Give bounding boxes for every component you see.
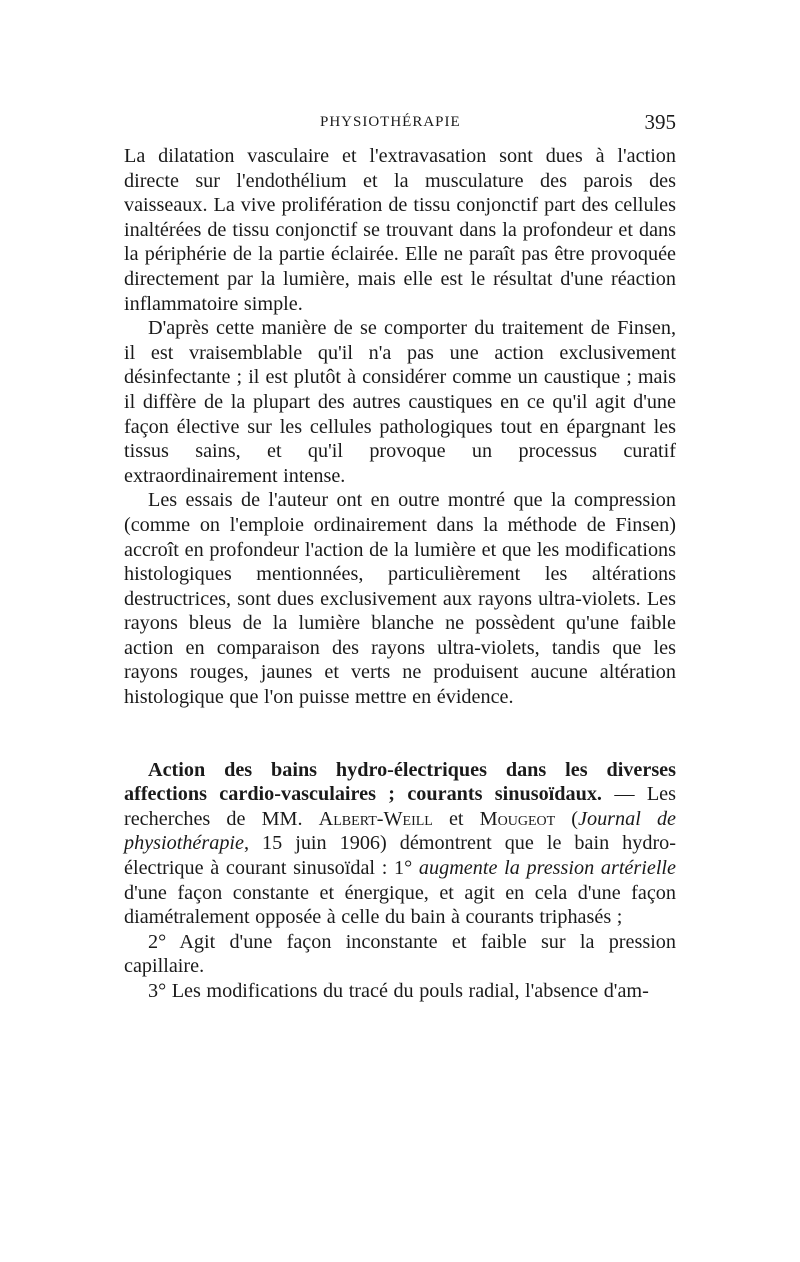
- page-number: 395: [644, 110, 676, 134]
- paragraph-3: Les essais de l'auteur ont en outre montré que la compression (comme on l'emploie ordinairement dans la méthode de Finsen) accroît en profondeur l'action de la lumière et que les modifications histologiques mentionnées, particulièrement les altérations destructrices, sont dues exclusivement aux rayons ultra-violets. Les rayons bleus de la lumière blanche ne possèdent qu'une faible action en comparaison des rayons ultra-violets, tandis que les rayons rouges, jaunes et verts ne produisent aucune altération histologique que l'on puisse mettre en évidence.: [124, 489, 676, 709]
- paragraph-4: [124, 758, 676, 930]
- author-name: Mougeot: [479, 807, 556, 830]
- text-run: — Les recherches de MM.: [124, 783, 676, 830]
- journal-title: Journal de physiothérapie: [124, 807, 677, 855]
- paragraph-2: D'après cette manière de se comporter du traitement de Finsen, il est vraisemblable qu'il n'a pas une action exclusivement désinfectante ; il est plutôt à considérer comme un caustique ; mais il diffère de la plupart des autres caustiques en ce qu'il agit d'une façon élective sur les cellules pathologiques tout en épargnant les tissus sains, et qu'il provoque un processus curatif extraordinairement intense.: [124, 317, 676, 487]
- text-run: et: [432, 807, 480, 830]
- paragraph-1: La dilatation vasculaire et l'extravasation sont dues à l'action directe sur l'endothélium et la musculature des parois des vaisseaux. La vive prolifération de tissu conjonctif part des cellules inaltérées de tissu conjonctif se trouvant dans la profondeur et dans la périphérie de la partie éclairée. Elle ne paraît pas être provoquée directement par la lumière, mais elle est le résultat d'une réaction inflammatoire simple.: [124, 145, 676, 315]
- running-title: PHYSIOTHÉRAPIE: [320, 114, 461, 130]
- emphasis: augmente la pression artérielle: [418, 857, 676, 880]
- text-run: (: [555, 807, 579, 830]
- text-run: , 15 juin 1906) démontrent que le bain hydro-électrique à courant sinusoïdal : 1°: [124, 832, 676, 880]
- paragraph-6: 3° Les modifications du tracé du pouls radial, l'absence d'am-: [148, 980, 649, 1002]
- running-header: [124, 108, 676, 144]
- paragraph-5: 2° Agit d'une façon inconstante et faible sur la pression capillaire.: [124, 930, 676, 978]
- text-run: d'une façon constante et énergique, et agit en cela d'une façon diamétralement opposée à celle du bain à courants triphasés ;: [124, 881, 676, 929]
- author-name: Albert-Weill: [318, 807, 433, 830]
- section-heading: Action des bains hydro-électriques dans les diverses affections cardio-vasculaires ; courants sinusoïdaux.: [124, 758, 676, 806]
